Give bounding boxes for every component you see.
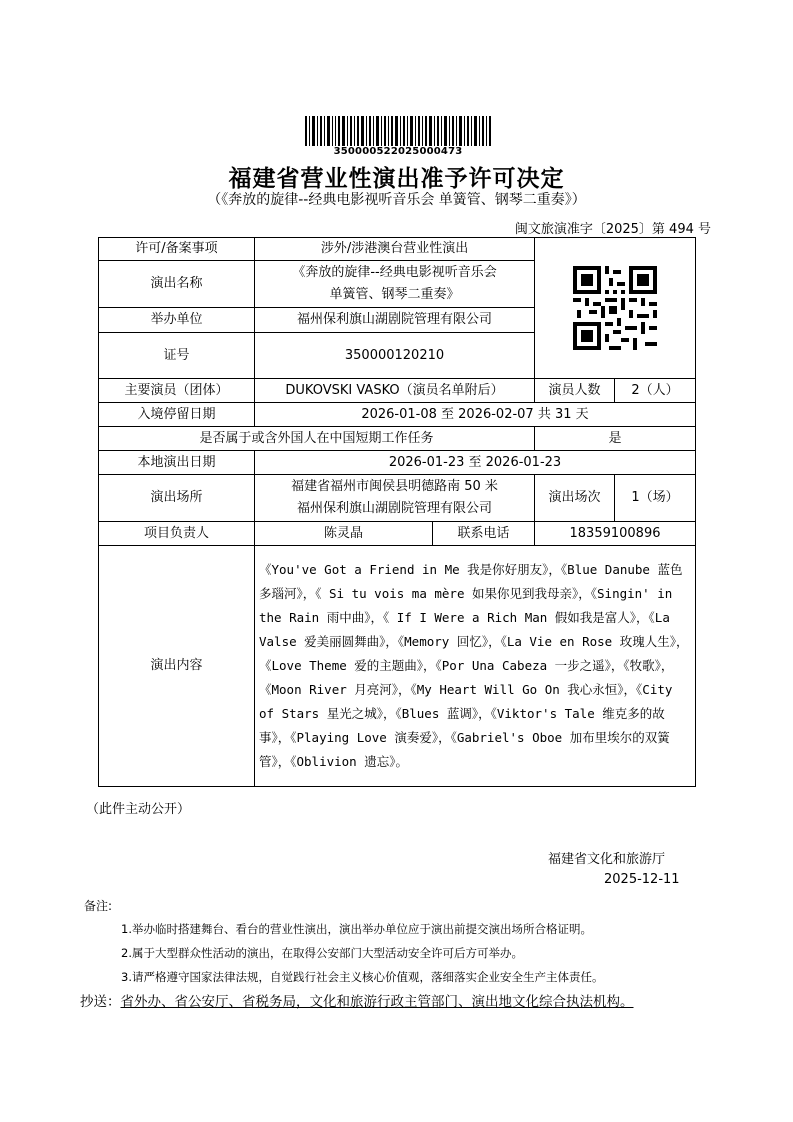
manager-value: 陈灵晶 — [255, 522, 433, 546]
show-name-line1: 《奔放的旋律--经典电影视听音乐会 — [292, 265, 497, 280]
venue-line2: 福州保利旗山湖剧院管理有限公司 — [297, 501, 493, 516]
local-date-value: 2026-01-23 至 2026-01-23 — [255, 451, 696, 475]
stay-value: 2026-01-08 至 2026-02-07 共 31 天 — [255, 403, 696, 427]
page-title: 福建省营业性演出准予许可决定 — [228, 166, 565, 192]
permit-table — [98, 237, 696, 787]
page-subtitle: （《奔放的旋律--经典电影视听音乐会 单簧管、钢琴二重奏》） — [207, 192, 586, 208]
issuer: 福建省文化和旅游厅 — [548, 852, 666, 867]
qr-code-cell — [535, 238, 696, 379]
barcode-number: 350000522025000473 — [333, 146, 463, 157]
sessions-label: 演出场次 — [535, 475, 615, 522]
stay-label: 入境停留日期 — [99, 403, 255, 427]
sessions-value: 1（场） — [615, 475, 696, 522]
performers-value: DUKOVSKI VASKO（演员名单附后） — [255, 379, 535, 403]
content-label: 演出内容 — [99, 546, 255, 787]
cert-label: 证号 — [99, 333, 255, 379]
notes-label: 备注: — [84, 899, 113, 913]
note-item: 3.请严格遵守国家法律法规，自觉践行社会主义核心价值观，落细落实企业安全生产主体责任。 — [121, 970, 604, 984]
phone-value: 18359100896 — [535, 522, 696, 546]
note-item: 2.属于大型群众性活动的演出，在取得公安部门大型活动安全许可后方可举办。 — [121, 946, 523, 960]
note-item: 1.举办临时搭建舞台、看台的营业性演出，演出举办单位应于演出前提交演出场所合格证明。 — [121, 922, 592, 936]
local-date-label: 本地演出日期 — [99, 451, 255, 475]
performers-label: 主要演员（团体） — [99, 379, 255, 403]
barcode-image — [305, 116, 491, 146]
foreign-work-value: 是 — [535, 427, 696, 451]
foreign-work-label: 是否属于或含外国人在中国短期工作任务 — [99, 427, 535, 451]
cert-value: 350000120210 — [255, 333, 535, 379]
manager-label: 项目负责人 — [99, 522, 255, 546]
document-number: 闽文旅演准字〔2025〕第 494 号 — [514, 222, 711, 237]
cc-label: 抄送： — [80, 994, 121, 1010]
performer-count-value: 2（人） — [615, 379, 696, 403]
show-name-value — [255, 261, 535, 308]
content-value: 《You've Got a Friend in Me 我是你好朋友》，《Blue Danube 蓝色多瑙河》，《 Si tu vois ma mère 如果你见到我母亲》，《Singin' in the Rain 雨中曲》，《 If I Were a Rich Man 假如我是富人》，《La Valse 爱美丽圆舞曲》，《Memory 回忆》，《La Vie en Rose 玫瑰人生》，《Love Theme 爱的主题曲》，《Por Una Cabeza 一步之遥》，《牧歌》，《Moon River 月亮河》，《My Heart Will Go On 我心永恒》，《City of Stars 星光之城》，《Blues 蓝调》，《Viktor's Tale 维克多的故事》，《Playing Love 演奏爱》，《Gabriel's Oboe 加布里埃尔的双簧管》，《Oblivion 遗忘》。 — [255, 546, 696, 787]
venue-line1: 福建省福州市闽侯县明德路南 50 米 — [291, 479, 498, 494]
issue-date: 2025-12-11 — [604, 872, 680, 887]
public-note: （此件主动公开） — [86, 802, 191, 817]
organizer-label: 举办单位 — [99, 308, 255, 333]
show-name-label: 演出名称 — [99, 261, 255, 308]
cc-value: 省外办、省公安厅、省税务局，文化和旅游行政主管部门、演出地文化综合执法机构。 — [120, 994, 634, 1010]
venue-value — [255, 475, 535, 522]
performer-count-label: 演员人数 — [535, 379, 615, 403]
venue-label: 演出场所 — [99, 475, 255, 522]
permit-type-value: 涉外/涉港澳台营业性演出 — [255, 238, 535, 261]
qr-code-image — [573, 266, 657, 350]
phone-label: 联系电话 — [433, 522, 535, 546]
organizer-value: 福州保利旗山湖剧院管理有限公司 — [255, 308, 535, 333]
permit-type-label: 许可/备案事项 — [99, 238, 255, 261]
show-name-line2: 单簧管、钢琴二重奏》 — [329, 287, 460, 302]
cc-section — [80, 990, 710, 1014]
